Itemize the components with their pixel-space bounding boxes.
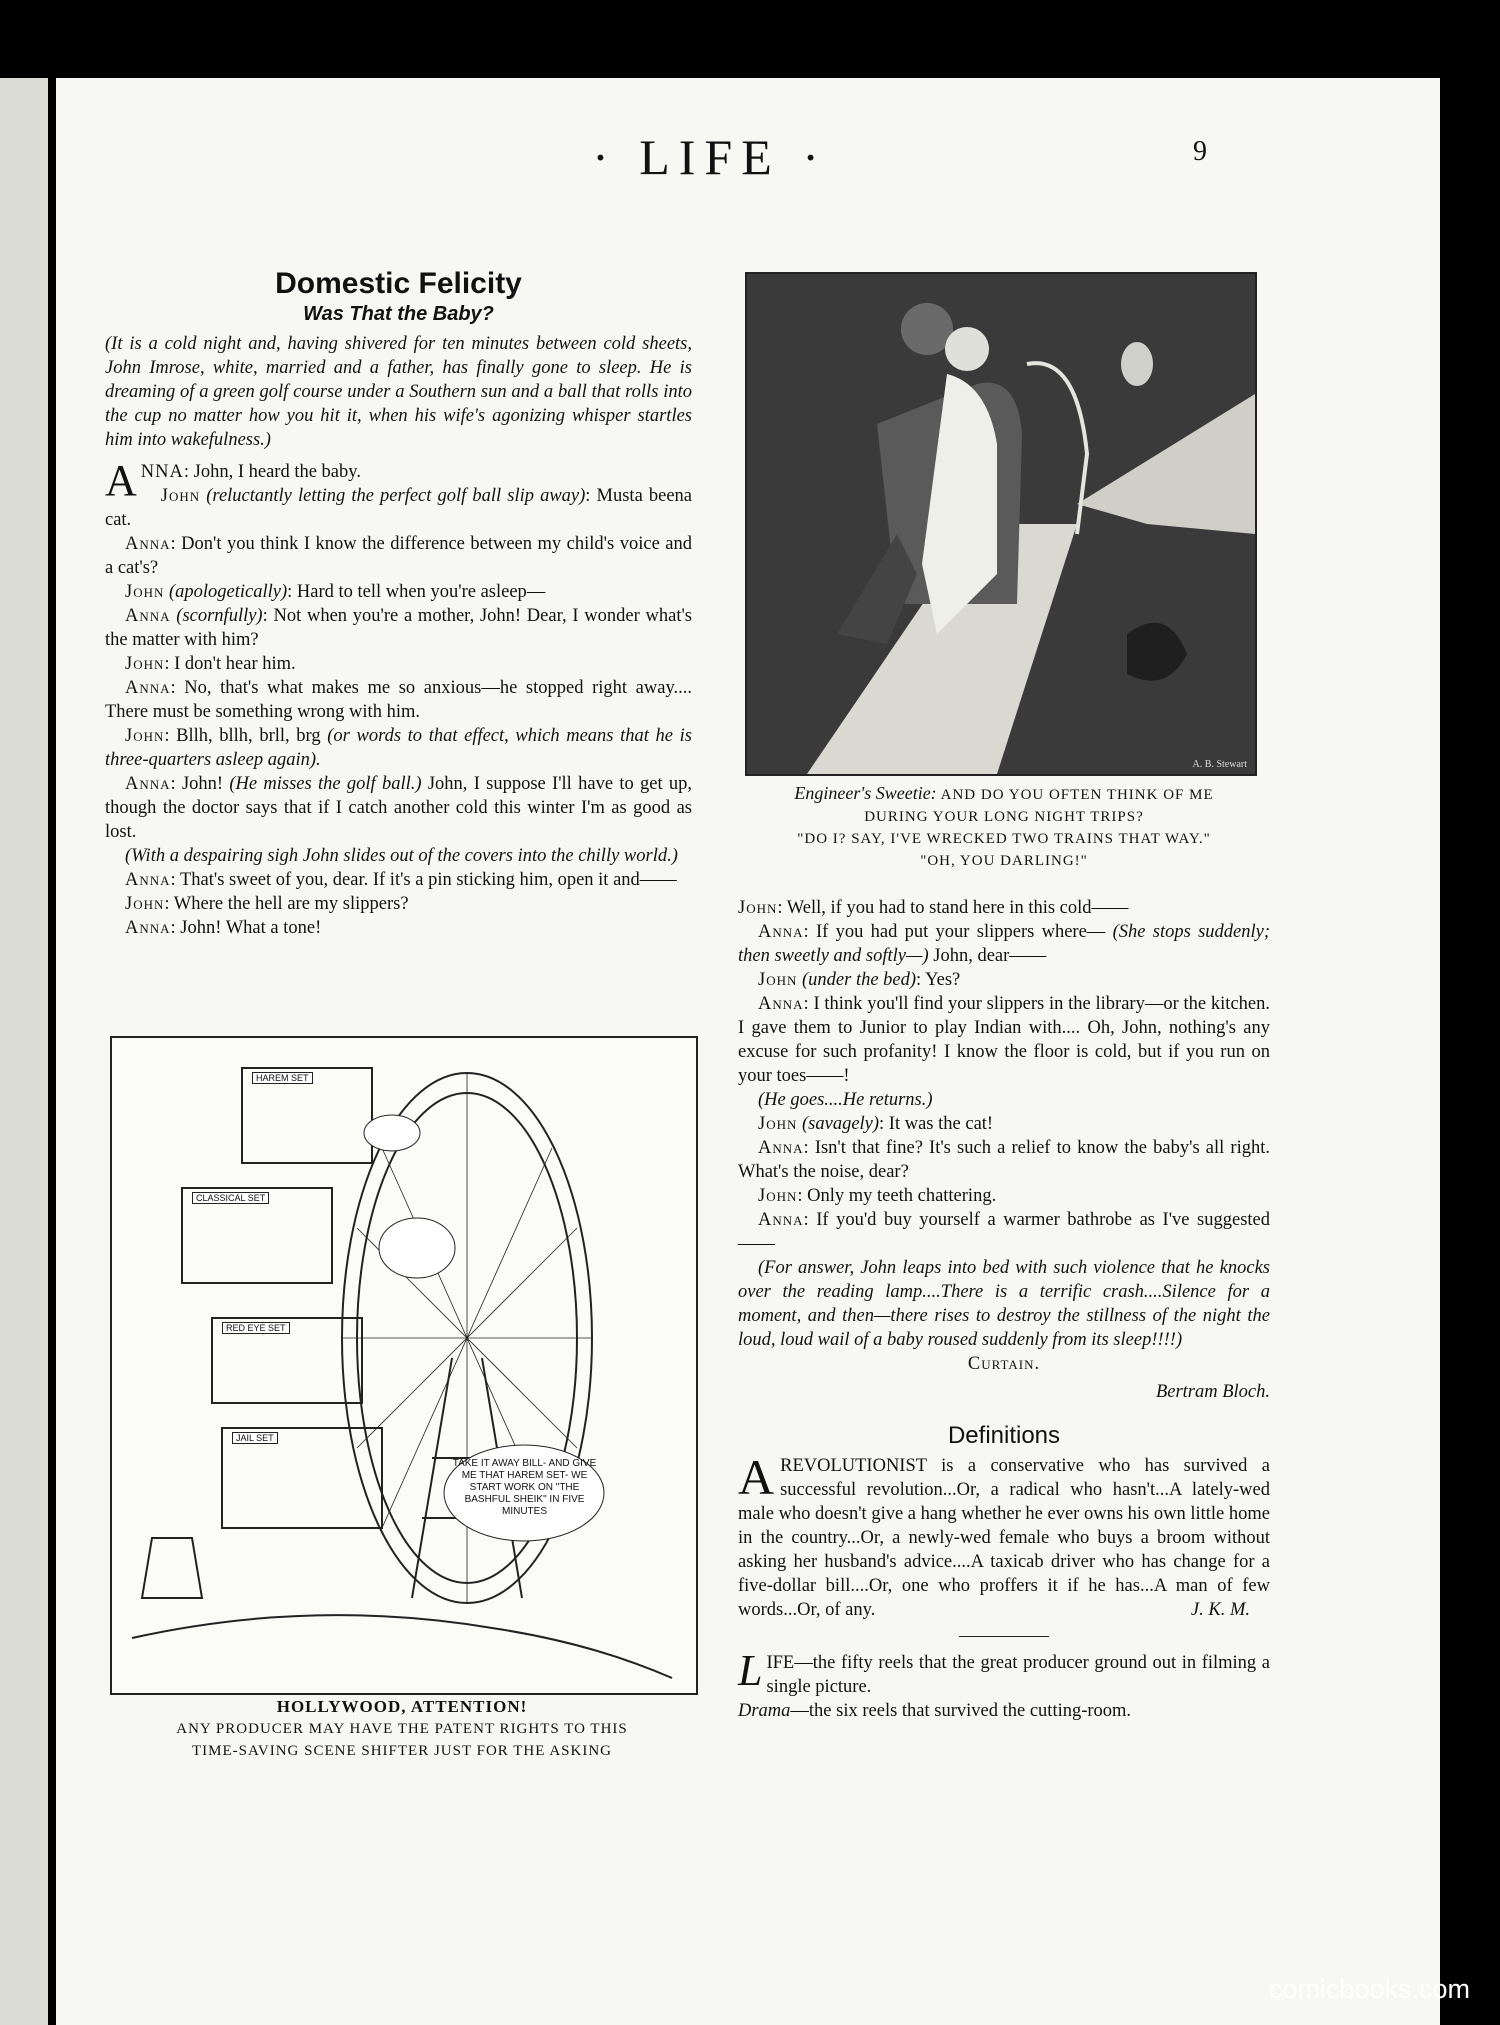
dialogue-line — [738, 1112, 1270, 1136]
top-caption — [738, 782, 1270, 872]
dialogue-text: : Musta beena cat. — [105, 486, 693, 530]
article-title: Domestic Felicity — [275, 267, 522, 300]
dialogue-line — [105, 532, 692, 580]
set-label: JAIL SET — [232, 1432, 278, 1444]
stage-direction: (He misses the golf ball.) — [229, 774, 422, 794]
dialogue-dropcap: A — [105, 456, 137, 505]
dialogue-line — [738, 992, 1270, 1088]
speaker-name: Anna — [758, 1138, 804, 1158]
dialogue-line — [738, 1208, 1270, 1256]
dialogue-text: : Yes? — [916, 970, 961, 990]
dialogue-left — [105, 456, 693, 940]
life-dropcap: L — [738, 1646, 763, 1695]
masthead: · LIFE · — [592, 129, 828, 185]
dialogue-line — [738, 1136, 1270, 1184]
dialogue-line — [105, 484, 692, 532]
top-caption-line: "OH, YOU DARLING!" — [920, 853, 1088, 869]
set-label: HAREM SET — [252, 1072, 313, 1084]
drama-word: Drama — [738, 1701, 791, 1721]
speaker-name: John — [758, 1114, 798, 1134]
dialogue-text: : I think you'll find your slippers in the library—or the kitchen. I gave them to Junior to play Indian with.... Oh, John, nothing's any excuse for such profanity! I know the floor is cold, but if you run on your toes——! — [738, 994, 1270, 1086]
article-intro: (It is a cold night and, having shivered for ten minutes between cold sheets, John Imrose, white, married and a father, has finally gone to sleep. He is dreaming of a green golf course under a Southern sun and a ball that rolls into the cup no matter how you hit it, when his wife's agonizing whisper startles him into wakefulness.) — [105, 334, 692, 450]
left-column — [105, 266, 692, 940]
drama-text: —the six reels that survived the cutting-room. — [790, 1701, 1132, 1721]
speaker-name: Anna — [125, 870, 171, 890]
set-label: RED EYE SET — [222, 1322, 290, 1334]
previous-page-edge — [0, 78, 48, 2025]
page-number: 9 — [1193, 136, 1207, 167]
dialogue-text: : Where the hell are my slippers? — [164, 894, 409, 914]
top-caption-line: "DO I? SAY, I'VE WRECKED TWO TRAINS THAT WAY." — [797, 831, 1211, 847]
speaker-name: Anna — [758, 1210, 804, 1230]
stage-direction: (under the bed) — [802, 970, 917, 990]
life-definition — [738, 1646, 1270, 1699]
dialogue-text: : Hard to tell when you're asleep— — [287, 582, 546, 602]
dialogue-text: : If you had put your slippers where— — [803, 922, 1106, 942]
dialogue-right — [738, 896, 1270, 1352]
speaker-name: John — [125, 894, 165, 914]
dialogue-line — [738, 968, 1270, 992]
life-definition-text: IFE—the fifty reels that the great producer ground out in filming a single picture. — [766, 1653, 1270, 1697]
speaker-name: John — [160, 486, 201, 506]
dialogue-text: : John, I heard the baby. — [183, 462, 361, 482]
set-label: CLASSICAL SET — [192, 1192, 269, 1204]
definitions-title: Definitions — [947, 1422, 1061, 1449]
dialogue-line — [105, 724, 692, 772]
stage-direction: (scornfully) — [176, 606, 263, 626]
definitions-text — [738, 1449, 1270, 1622]
dialogue-text: : Well, if you had to stand here in this cold—— — [777, 898, 1129, 918]
dialogue-line — [738, 920, 1270, 968]
stage-direction: (reluctantly letting the perfect golf ball slip away) — [206, 486, 586, 506]
speaker-name: John — [758, 970, 798, 990]
bottom-caption-line: TIME-SAVING SCENE SHIFTER JUST FOR THE ASKING — [191, 1743, 613, 1759]
speaker-name: NNA — [140, 462, 184, 482]
ferris-wheel-drawing — [112, 1038, 696, 1693]
definitions-dropcap: A — [738, 1449, 775, 1505]
dialogue-text: John, dear—— — [933, 946, 1047, 966]
dialogue-line — [105, 604, 692, 652]
speaker-name: Anna — [125, 534, 171, 554]
right-column — [738, 896, 1270, 1723]
speaker-name: Anna — [125, 774, 171, 794]
stage-direction: (He goes....He returns.) — [758, 1090, 933, 1110]
definitions-initials: J. K. M. — [1190, 1600, 1250, 1620]
speaker-name: Anna — [125, 918, 171, 938]
speaker-name: John — [758, 1186, 798, 1206]
dialogue-line — [738, 1088, 1270, 1112]
watermark: comicbooks.com — [1268, 1974, 1470, 2004]
speaker-name: John — [125, 726, 165, 746]
dialogue-text: : I don't hear him. — [164, 654, 296, 674]
speech-bubble: TAKE IT AWAY BILL- AND GIVE ME THAT HAREM SET- WE START WORK ON "THE BASHFUL SHEIK" IN FIVE MINUTES — [452, 1458, 597, 1517]
dialogue-line — [105, 916, 692, 940]
section-divider — [959, 1636, 1049, 1637]
speaker-name: Anna — [758, 994, 804, 1014]
dialogue-line — [105, 676, 692, 724]
byline: Bertram Bloch. — [1155, 1382, 1270, 1402]
dialogue-line — [738, 1256, 1270, 1352]
speaker-name: Anna — [758, 922, 804, 942]
artist-signature: A. B. Stewart — [1192, 759, 1247, 770]
speaker-name: Anna — [125, 606, 171, 626]
top-caption-line: DURING YOUR LONG NIGHT TRIPS? — [864, 809, 1144, 825]
dialogue-text: : No, that's what makes me so anxious—he stopped right away.... There must be something wrong with him. — [105, 678, 692, 722]
speaker-name: John — [125, 654, 165, 674]
curtain: Curtain. — [967, 1354, 1041, 1374]
speaker-name: Anna — [125, 678, 171, 698]
top-caption-lead: Engineer's Sweetie: — [794, 783, 937, 803]
couple-in-chair-drawing — [747, 274, 1255, 774]
definitions-body: REVOLUTIONIST is a conservative who has survived a successful revolution...Or, a radical who hasn't...A lately-wed male who doesn't give a hang whether he ever owns his own little home in the country...Or, a newly-wed female who buys a broom without asking her husband's advice....A taxicab driver who has change for a five-dollar bill....Or, one who proffers it if he has...A man of few words...Or, of any. — [738, 1456, 1270, 1620]
stage-direction: (For answer, John leaps into bed with such violence that he knocks over the reading lamp....There is a terrific crash....Silence for a moment, and then—there rises to destroy the stillness of the night the loud, loud wail of a baby roused suddenly from its sleep!!!!) — [738, 1258, 1270, 1350]
dialogue-line — [105, 580, 692, 604]
dialogue-text: : John! What a tone! — [170, 918, 322, 938]
dialogue-text: : Don't you think I know the difference between my child's voice and a cat's? — [105, 534, 692, 578]
dialogue-text: : Isn't that fine? It's such a relief to know the baby's all right. What's the noise, dear? — [738, 1138, 1270, 1182]
dialogue-text: : That's sweet of you, dear. If it's a pin sticking him, open it and—— — [170, 870, 677, 890]
dialogue-text: John, I suppose I'll have to get up, though the doctor says that if I catch another cold this winter I'm as good as lost. — [105, 774, 693, 842]
bottom-caption — [110, 1696, 694, 1762]
dialogue-line — [105, 772, 692, 844]
dialogue-text: : Only my teeth chattering. — [797, 1186, 997, 1206]
stage-direction: (or words to that effect, which means that he is three-quarters asleep again). — [105, 726, 692, 770]
dialogue-line — [738, 896, 1270, 920]
dialogue-text: : Not when you're a mother, John! Dear, I wonder what's the matter with him? — [105, 606, 692, 650]
engineer-sweetie-illustration — [745, 272, 1257, 776]
article-subtitle: Was That the Baby? — [303, 303, 494, 325]
dialogue-text: : If you'd buy yourself a warmer bathrobe as I've suggested—— — [738, 1210, 1270, 1254]
ferris-wheel-illustration — [110, 1036, 698, 1695]
dialogue-line — [105, 844, 692, 868]
bottom-caption-line: ANY PRODUCER MAY HAVE THE PATENT RIGHTS TO THIS — [176, 1721, 628, 1737]
stage-direction: (apologetically) — [169, 582, 288, 602]
drama-definition — [738, 1699, 1270, 1723]
speaker-name: John — [125, 582, 165, 602]
dialogue-text: : It was the cat! — [879, 1114, 994, 1134]
speaker-name: John — [738, 898, 778, 918]
stage-direction: (savagely) — [802, 1114, 880, 1134]
bottom-caption-title: HOLLYWOOD, ATTENTION! — [276, 1697, 528, 1716]
stage-direction: (With a despairing sigh John slides out of the covers into the chilly world.) — [125, 846, 678, 866]
dialogue-line — [105, 652, 692, 676]
dialogue-text: : John! — [170, 774, 224, 794]
dialogue-text: : Bllh, bllh, brll, brg — [164, 726, 321, 746]
dialogue-line — [105, 868, 692, 892]
stage-direction: (She stops suddenly; then sweetly and softly—) — [738, 922, 1271, 966]
dialogue-line — [105, 892, 692, 916]
dialogue-line — [738, 1184, 1270, 1208]
top-caption-line: AND DO YOU OFTEN THINK OF ME — [940, 787, 1214, 803]
